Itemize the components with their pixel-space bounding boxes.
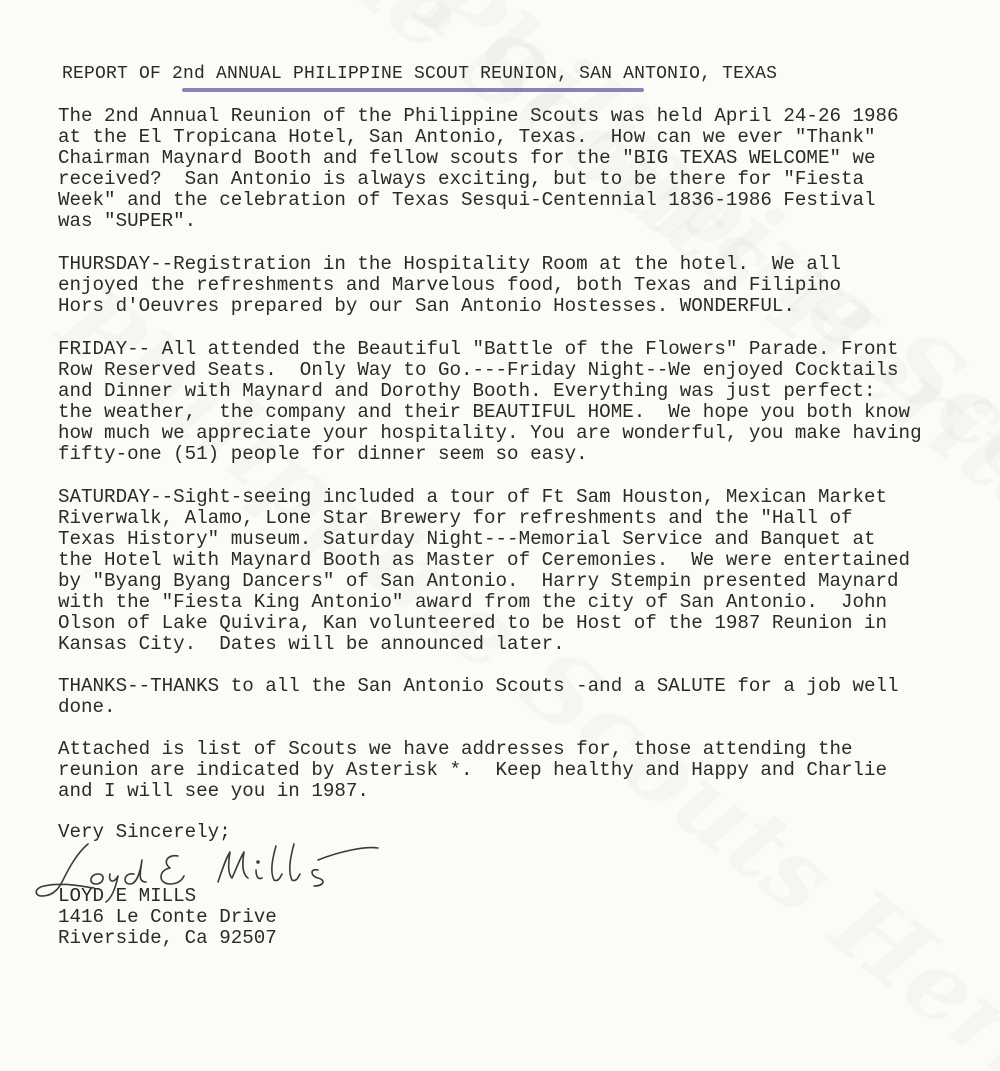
body-line: Row Reserved Seats. Only Way to Go.---Friday Night--We enjoyed Cocktails bbox=[58, 359, 899, 381]
body-line: Texas History" museum. Saturday Night---Memorial Service and Banquet at bbox=[58, 528, 876, 550]
body-line: by "Byang Byang Dancers" of San Antonio. Harry Stempin presented Maynard bbox=[58, 570, 899, 592]
body-line: was "SUPER". bbox=[58, 210, 197, 232]
body-line: Olson of Lake Quivira, Kan volunteered to be Host of the 1987 Reunion in bbox=[58, 612, 888, 634]
sender-name: LOYD E MILLS bbox=[58, 885, 197, 907]
body-line: FRIDAY-- All attended the Beautiful "Battle of the Flowers" Parade. Front bbox=[58, 338, 899, 360]
body-line: SATURDAY--Sight-seeing included a tour of Ft Sam Houston, Mexican Market bbox=[58, 486, 888, 508]
body-line: with the "Fiesta King Antonio" award from the city of San Antonio. John bbox=[58, 591, 888, 613]
body-line: enjoyed the refreshments and Marvelous food, both Texas and Filipino bbox=[58, 274, 841, 296]
body-line: Riverwalk, Alamo, Lone Star Brewery for refreshments and the "Hall of bbox=[58, 507, 853, 529]
body-line: Hors d'Oeuvres prepared by our San Antonio Hostesses. WONDERFUL. bbox=[58, 295, 795, 317]
body-line: how much we appreciate your hospitality. You are wonderful, you make having bbox=[58, 422, 922, 444]
body-line: Attached is list of Scouts we have addresses for, those attending the bbox=[58, 738, 853, 760]
body-line: fifty-one (51) people for dinner seem so easy. bbox=[58, 443, 588, 465]
body-line: and I will see you in 1987. bbox=[58, 780, 369, 802]
body-line: Kansas City. Dates will be announced later. bbox=[58, 633, 565, 655]
body-line: the Hotel with Maynard Booth as Master of Ceremonies. We were entertained bbox=[58, 549, 911, 571]
report-title: REPORT OF 2nd ANNUAL PHILIPPINE SCOUT REUNION, SAN ANTONIO, TEXAS bbox=[62, 64, 778, 84]
body-line: The 2nd Annual Reunion of the Philippine Scouts was held April 24-26 1986 bbox=[58, 105, 899, 127]
body-line: THURSDAY--Registration in the Hospitality Room at the hotel. We all bbox=[58, 253, 841, 275]
closing: Very Sincerely; bbox=[58, 821, 231, 843]
body-line: THANKS--THANKS to all the San Antonio Scouts -and a SALUTE for a job well bbox=[58, 675, 899, 697]
sender-city: Riverside, Ca 92507 bbox=[58, 927, 277, 949]
body-line: Chairman Maynard Booth and fellow scouts for the "BIG TEXAS WELCOME" we bbox=[58, 147, 876, 169]
body-line: and Dinner with Maynard and Dorothy Booth. Everything was just perfect: bbox=[58, 380, 876, 402]
title-underline bbox=[182, 88, 644, 92]
body-line: the weather, the company and their BEAUTIFUL HOME. We hope you both know bbox=[58, 401, 911, 423]
body-line: received? San Antonio is always exciting, but to be there for "Fiesta bbox=[58, 168, 865, 190]
body-line: Week" and the celebration of Texas Sesqui-Centennial 1836-1986 Festival bbox=[58, 189, 876, 211]
body-line: at the El Tropicana Hotel, San Antonio, Texas. How can we ever "Thank" bbox=[58, 126, 876, 148]
body-line: done. bbox=[58, 696, 116, 718]
body-line: reunion are indicated by Asterisk *. Keep healthy and Happy and Charlie bbox=[58, 759, 888, 781]
sender-street: 1416 Le Conte Drive bbox=[58, 906, 277, 928]
